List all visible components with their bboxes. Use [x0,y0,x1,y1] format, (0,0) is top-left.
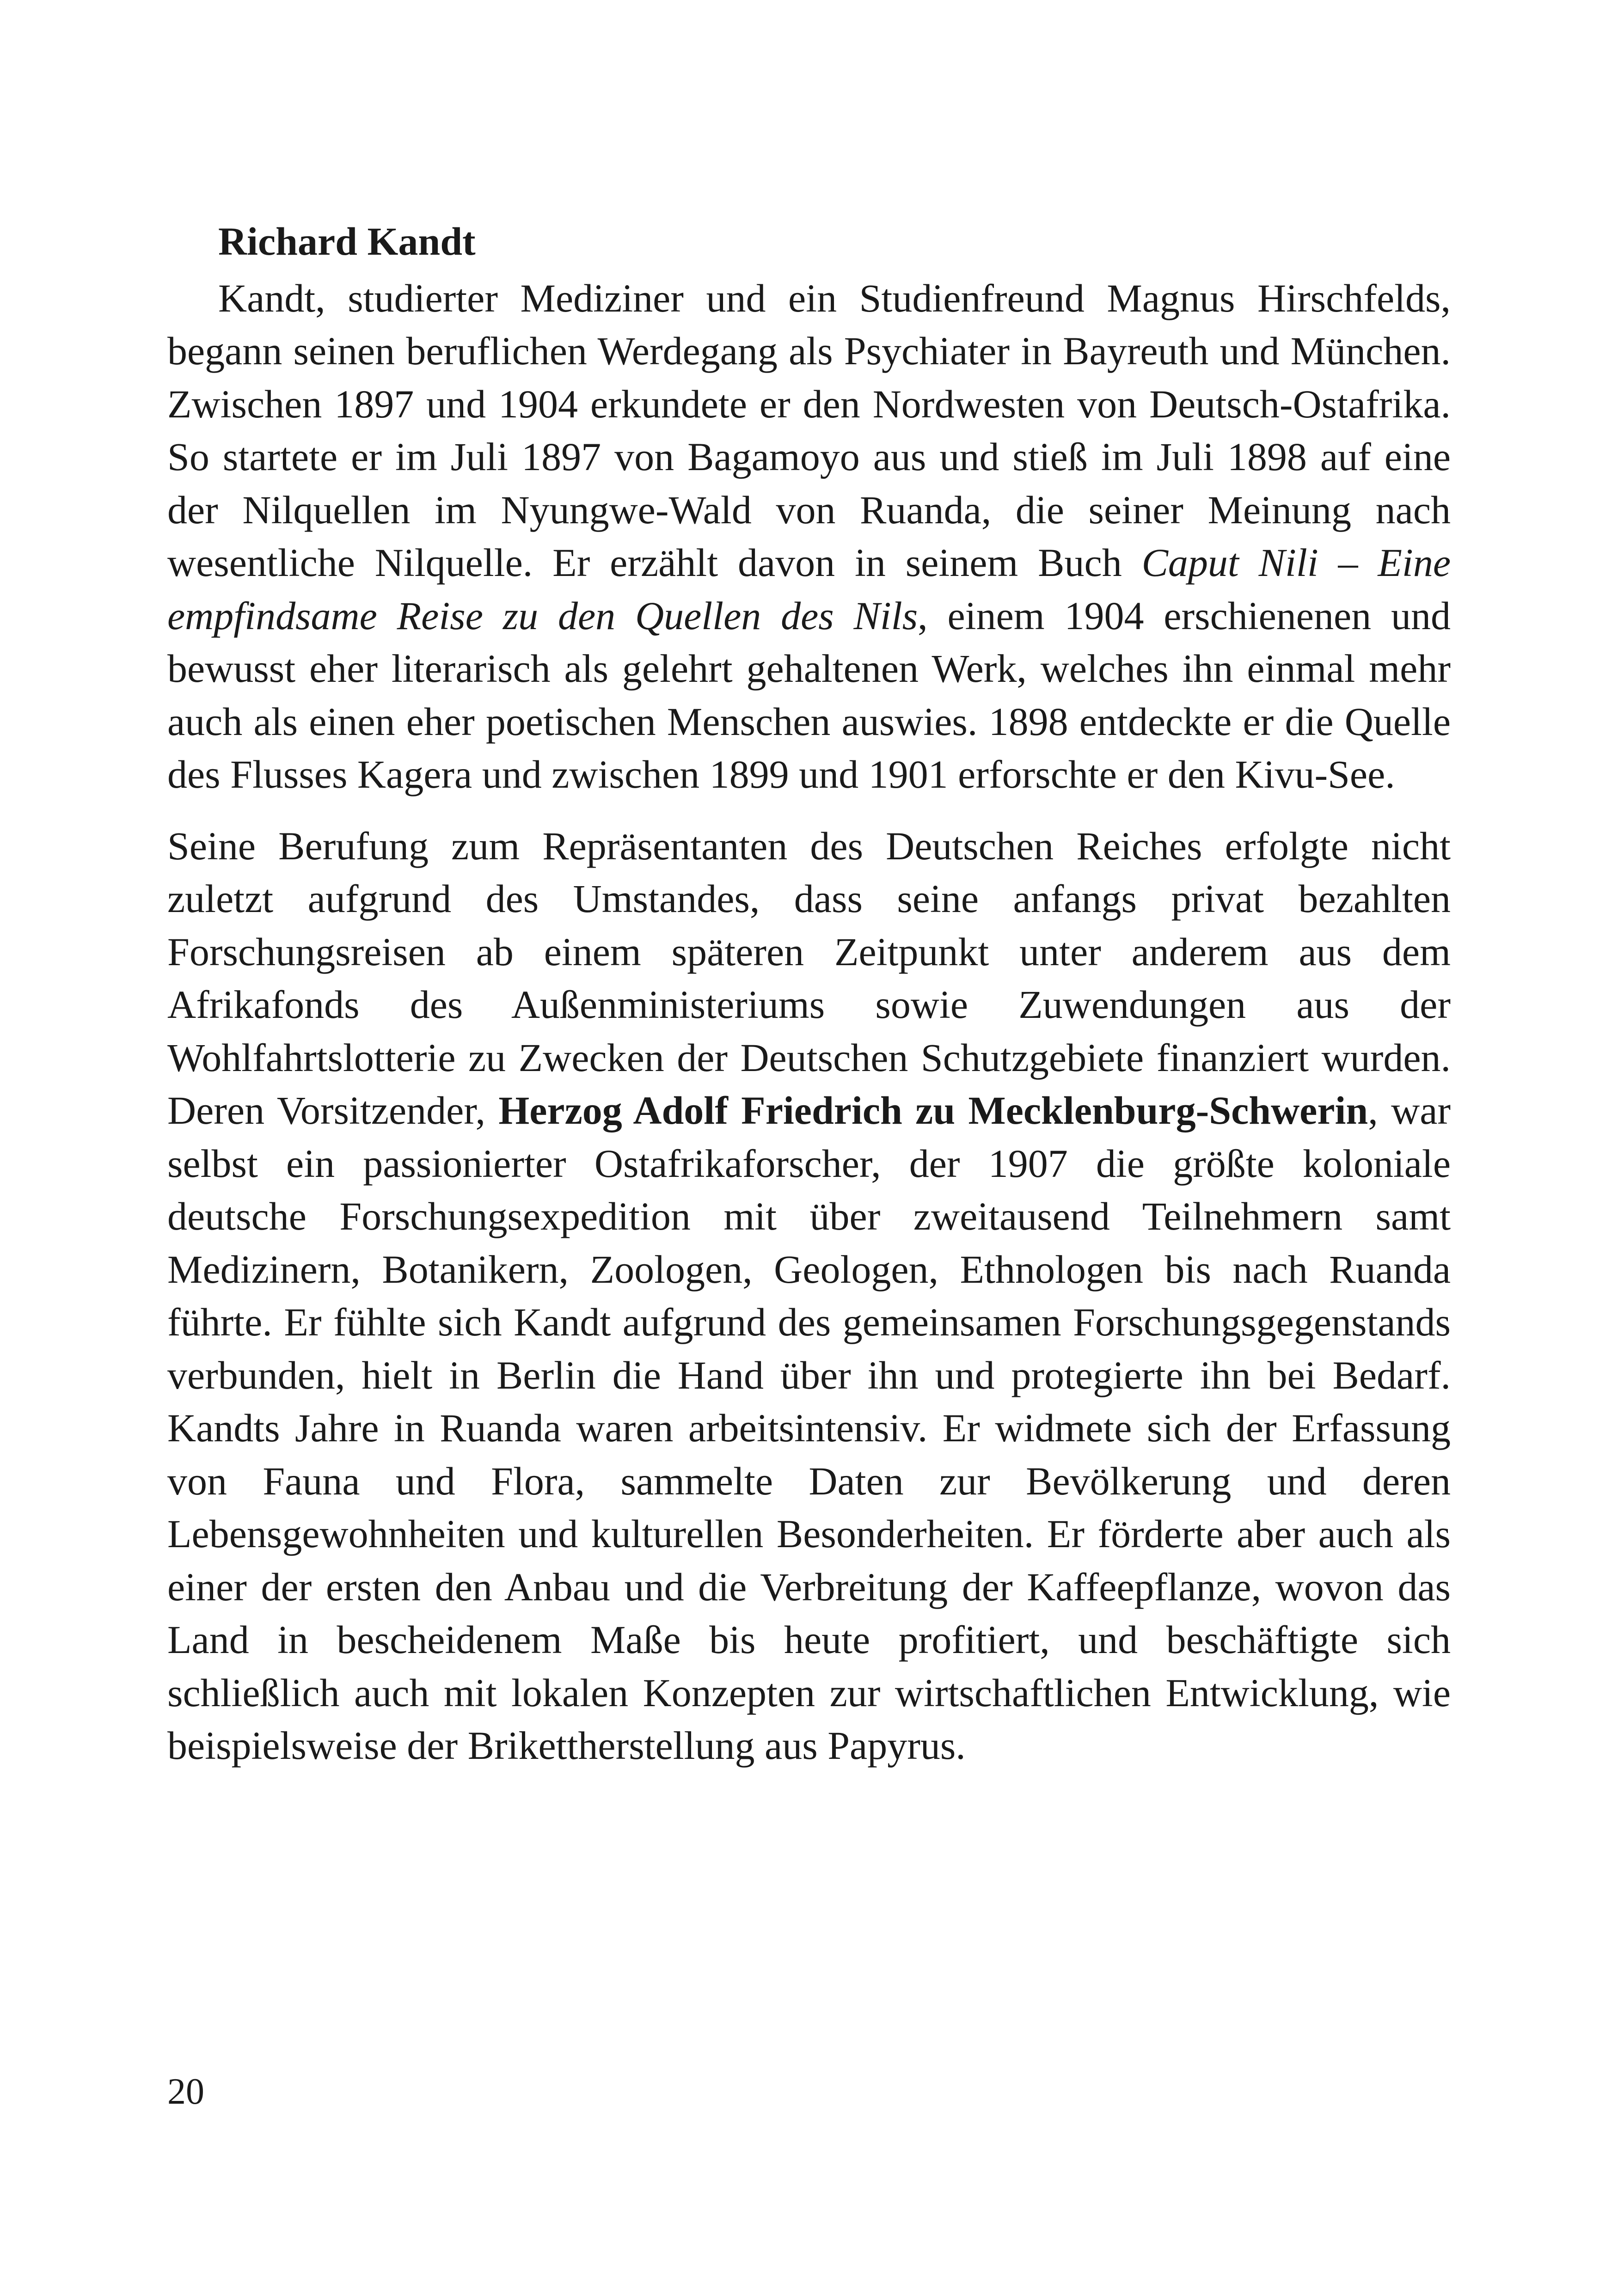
paragraph-2-text-start: Seine Berufung zum Repräsentanten des Deutschen Reiches erfolgte nicht zuletzt aufgrund des Umstandes, dass seine anfangs privat bezahlten Forschungsreisen ab einem späteren Zeitpunkt unter anderem aus dem Afrikafonds des Außenministeriums sowie Zuwendungen aus der Wohlfahrtslotterie zu Zwecken der Deutschen Schutzgebiete finanziert wurden. Deren Vorsitzender, [167,823,1451,1133]
person-name: Herzog Adolf Friedrich zu Mecklenburg-Schwerin [498,1088,1368,1133]
paragraph-1 [167,272,1451,801]
section-heading: Richard Kandt [218,219,476,263]
text-block [167,215,1451,1772]
book-title: Caput Nili – Eine empfindsame Reise zu den Quellen des Nils [167,540,1451,638]
paragraph-2 [167,820,1451,1772]
paragraph-1-text-end: , einem 1904 erschienenen und bewusst eher literarisch als gelehrt gehaltenen Werk, welches ihn einmal mehr auch als einen eher poetischen Menschen auswies. 1898 entdeckte er die Quelle des Flusses Kagera und zwischen 1899 und 1901 erforschte er den Kivu-See. [167,593,1451,796]
paragraph-1-text-start: Kandt, studierter Mediziner und ein Studienfreund Magnus Hirschfelds, begann seinen beruflichen Werdegang als Psychiater in Bayreuth und München. Zwischen 1897 und 1904 erkundete er den Nordwesten von Deutsch-Ostafrika. So startete er im Juli 1897 von Bagamoyo aus und stieß im Juli 1898 auf eine der Nilquellen im Nyungwe-Wald von Ruanda, die seiner Meinung nach wesentliche Nilquelle. Er erzählt davon in seinem Buch [167,276,1451,585]
paragraph-2-text-end: , war selbst ein passionierter Ostafrikaforscher, der 1907 die größte koloniale deutsche Forschungsexpedition mit über zweitausend Teilnehmern samt Medizinern, Botanikern, Zoologen, Geologen, Ethnologen bis nach Ruanda führte. Er fühlte sich Kandt aufgrund des gemeinsamen Forschungsgegenstands verbunden, hielt in Berlin die Hand über ihn und protegierte ihn bei Bedarf. Kandts Jahre in Ruanda waren arbeitsintensiv. Er widmete sich der Erfassung von Fauna und Flora, sammelte Daten zur Bevölkerung und deren Lebensgewohnheiten und kulturellen Besonderheiten. Er förderte aber auch als einer der ersten den Anbau und die Verbreitung der Kaffeepflanze, wovon das Land in bescheidenem Maße bis heute profitiert, und beschäftigte sich schließlich auch mit lokalen Konzepten zur wirtschaftlichen Entwicklung, wie beispielsweise der Brikettherstellung aus Papyrus. [167,1088,1451,1768]
page-number: 20 [167,2071,204,2112]
